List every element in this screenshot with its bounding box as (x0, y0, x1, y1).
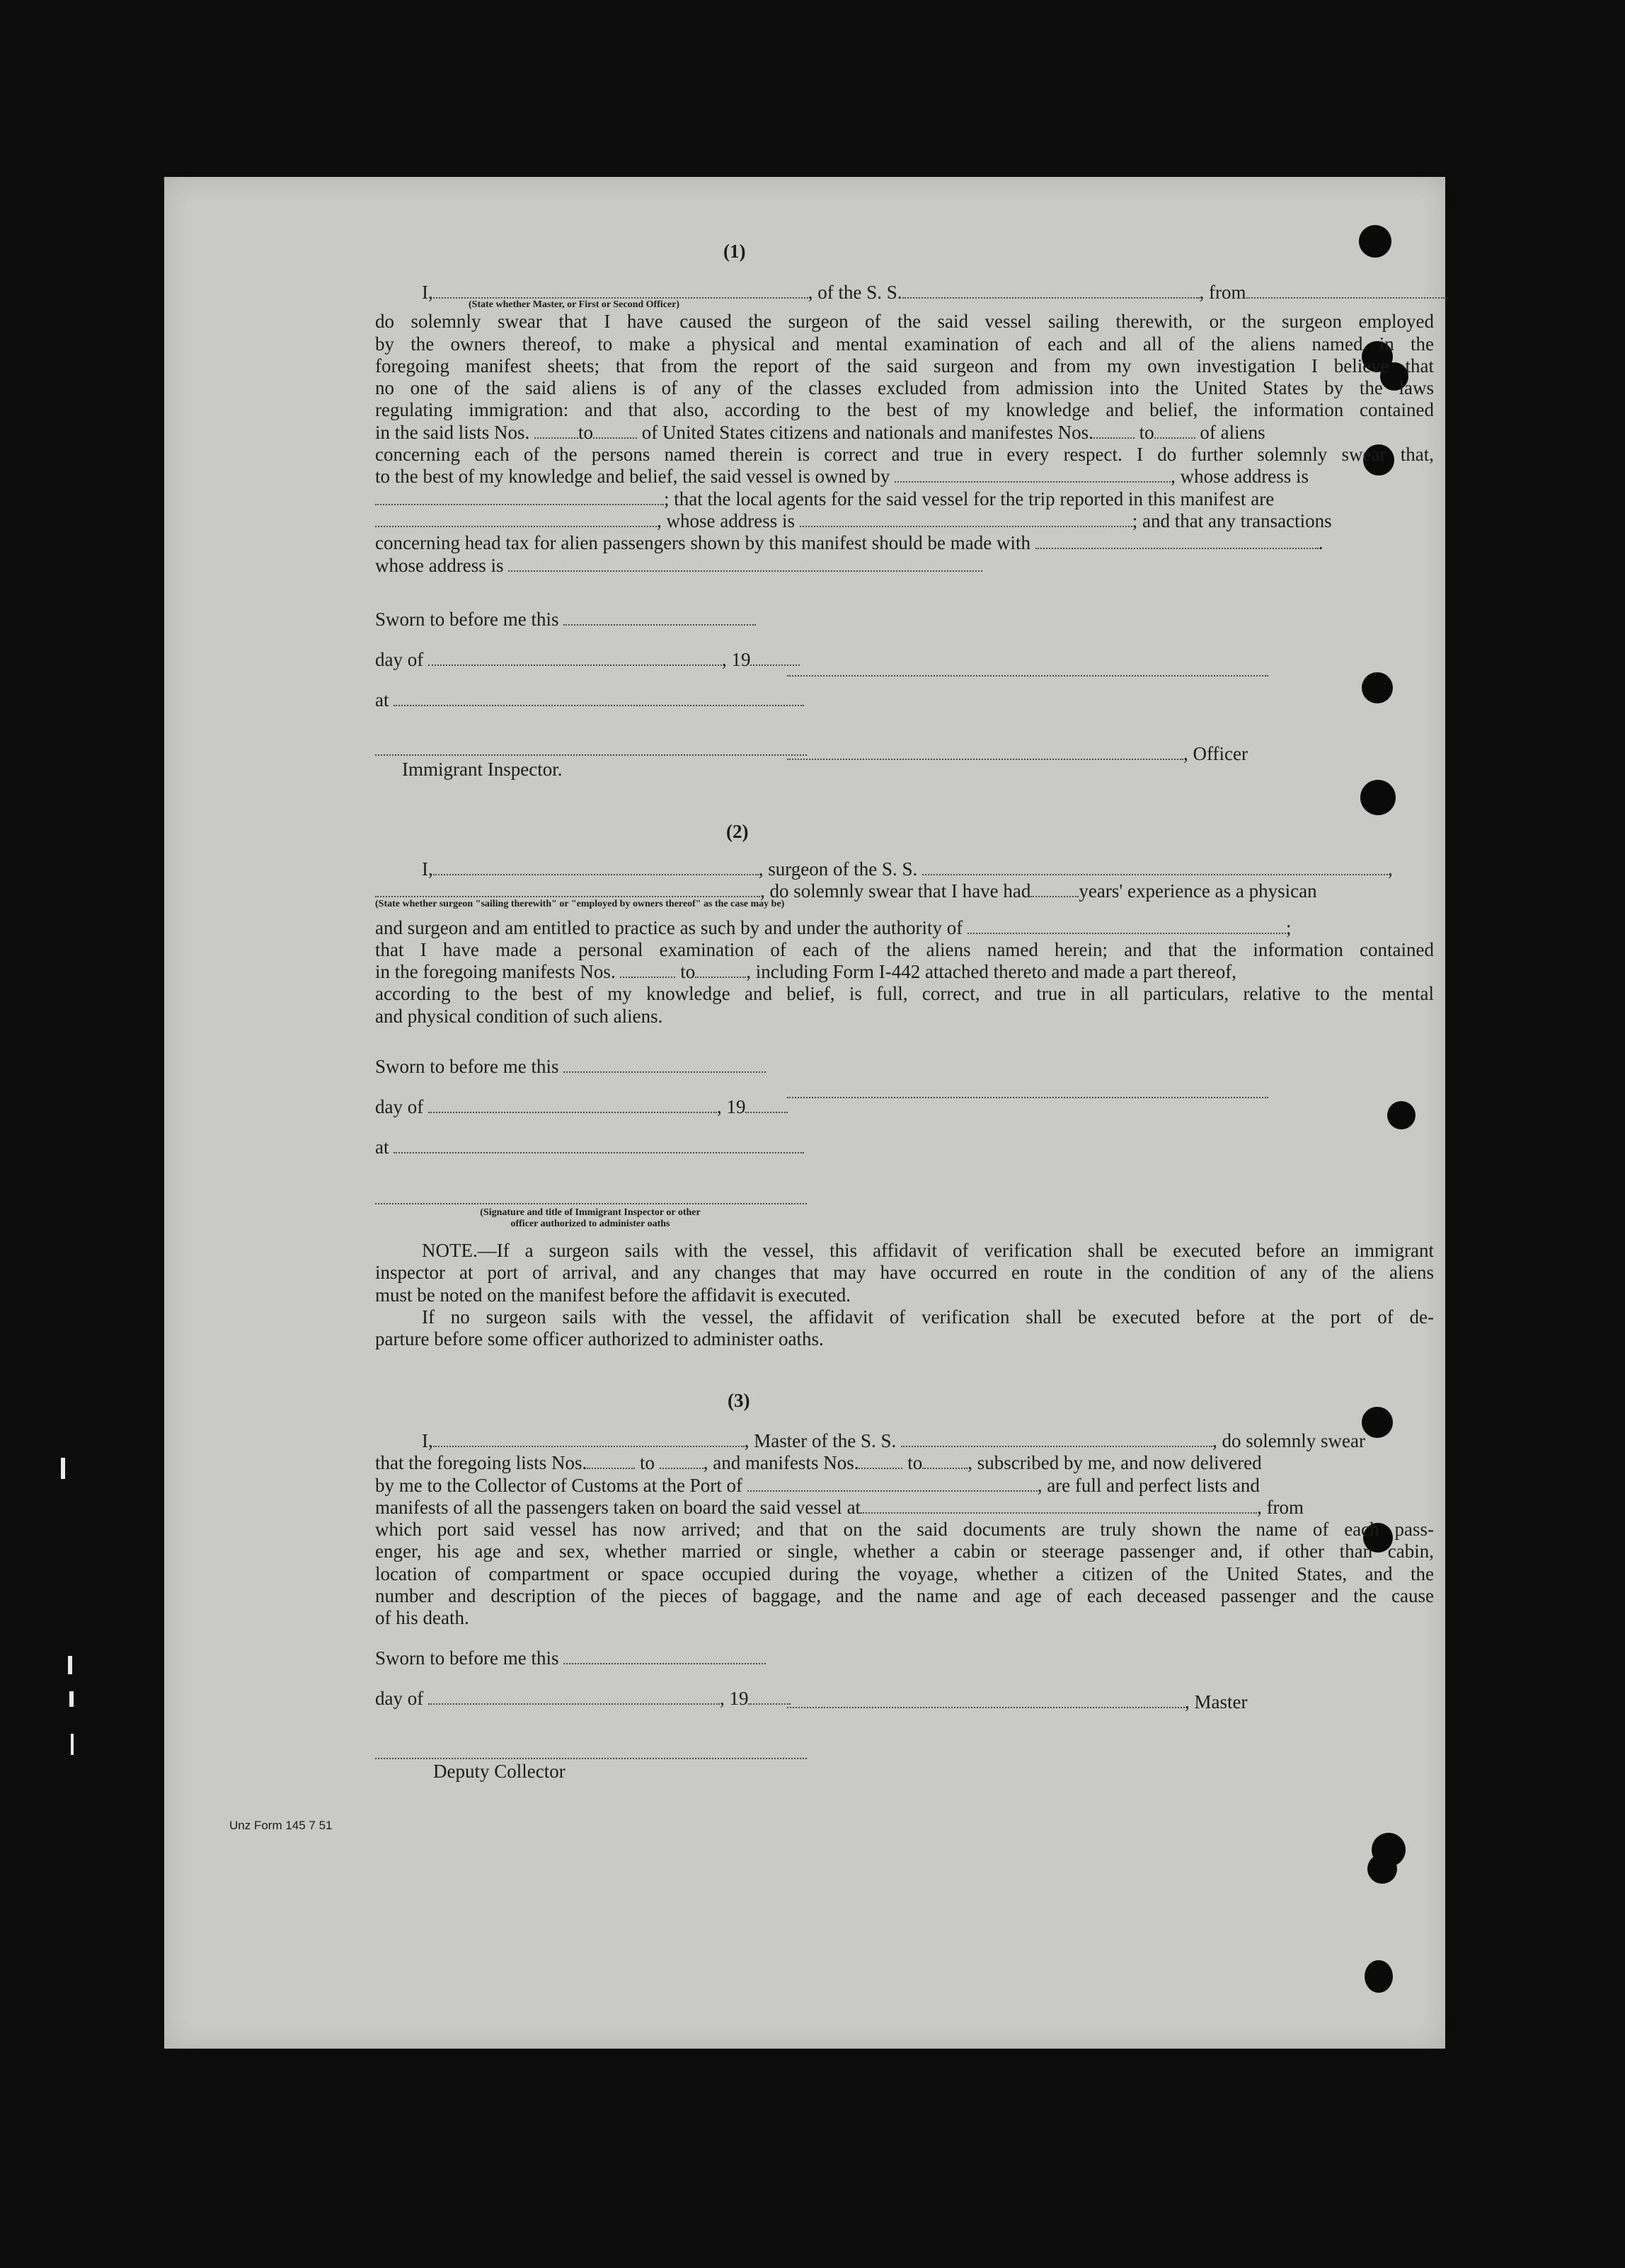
collector-signature-line (375, 1756, 807, 1759)
scan-artifact (69, 1691, 74, 1707)
section-1-whose-line: , whose address is ; and that any transactions (375, 510, 1434, 532)
section-1-body-line: by the owners thereof, to make a physical and mental examination of each and all of the aliens named in the (375, 333, 1434, 355)
day-of-label-1: day of , 19 (375, 649, 800, 671)
section-1-address-line: whose address is (375, 555, 1434, 577)
inspector-signature-line (375, 1202, 807, 1204)
form-number: Unz Form 145 7 51 (229, 1819, 333, 1832)
note-paragraph: NOTE.—If a surgeon sails with the vessel, this affidavit of verification shall be executed before an immigrant inspector at port of arrival, and any changes that may have occurred en route in the condition of any of the aliens must be noted on the manifest before the affidavit is executed. If no surgeon sails with the vessel, the affidavit of verification shall be executed before at the port of de- parture before some officer authorized to administer oaths. (375, 1240, 1434, 1350)
section-1-line-1: I, , of the S. S. , from . (422, 282, 1449, 303)
master-officer-label: (State whether Master, or First or Second Officer) (469, 299, 680, 311)
punch-hole (1360, 780, 1396, 815)
section-1-agents-line: ; that the local agents for the said vessel for the trip reported in this manifest are (375, 488, 1434, 510)
signature-line (787, 674, 1268, 677)
deputy-collector-label: Deputy Collector (433, 1761, 565, 1782)
section-3-text: I, , Master of the S. S. , do solemnly swear that the foregoing lists Nos. to , and manifests Nos. to , subscribed by me, and now delivered by me to the Collector of Customs at the Port of , are full and perfect lists and manifests of all the passengers taken on board the said vessel at , from which port said vessel has now arrived; and that on the said documents are truly shown the name of each pass- enger, his age and sex, whether married or single, whether a cabin or steerage passenger and, if other than cabin, location of compartment or space occupied during the voyage, whether a citizen of the United States, and the number and description of the pieces of baggage, and the name and age of each deceased passenger and the cause of his death. (375, 1430, 1434, 1629)
section-1-body-line: no one of the said aliens is of any of the classes excluded from admission into the United States by the laws (375, 377, 1434, 399)
signature-title-label: (Signature and title of Immigrant Inspector or other officer authorized to administer oaths (480, 1207, 701, 1229)
signature-line (787, 1095, 1268, 1098)
sworn-label-1: Sworn to before me this (375, 609, 756, 631)
punch-hole (1365, 1960, 1393, 1993)
section-1-body-line: concerning each of the persons named therein is correct and true in every respect. I do further solemnly swear that, (375, 444, 1434, 466)
section-1-body-line: do solemnly swear that I have caused the surgeon of the said vessel sailing therewith, or the surgeon employed (375, 311, 1434, 333)
at-label-2: at (375, 1136, 804, 1158)
scan-artifact (68, 1656, 72, 1674)
section-1-owned-line: to the best of my knowledge and belief, the said vessel is owned by , whose address is (375, 466, 1309, 488)
sworn-label-3: Sworn to before me this (375, 1647, 766, 1669)
section-1-body-line: foregoing manifest sheets; that from the report of the said surgeon and from my own investigation I believe that (375, 355, 1434, 376)
day-of-label-3: day of , 19 (375, 1688, 791, 1710)
sworn-label-2: Sworn to before me this (375, 1056, 766, 1078)
punch-hole (1362, 672, 1393, 703)
section-1-headtax-line: concerning head tax for alien passengers shown by this manifest should be made with . (375, 532, 1323, 554)
at-label-1: at (375, 689, 804, 711)
master-line: , Master (787, 1691, 1247, 1713)
section-2-text: I, , surgeon of the S. S. , , do solemnly swear that I have had years' experience as a physican (State whether surgeon "sailing therewith" or "employed by owners thereof" as the case may be) and surgeon and am entitled to practice as such by and under the authority of ; that I have made a personal examination of each of the aliens named herein; and that the information contained in the foregoing manifests Nos. to , including Form I-442 attached thereto and made a part thereof, according to the best of my knowledge and belief, is full, correct, and true in all particulars, relative to the mental and physical condition of such aliens. (375, 858, 1434, 1027)
section-2-number: (2) (726, 821, 749, 842)
form-page (164, 177, 1449, 2049)
day-of-label-2: day of , 19 (375, 1096, 788, 1118)
punch-hole (1387, 1101, 1416, 1129)
officer-line: , Officer (787, 743, 1248, 765)
section-1-number: (1) (723, 241, 746, 262)
immigrant-inspector-label: Immigrant Inspector. (402, 759, 563, 780)
scan-artifact (61, 1458, 65, 1479)
surgeon-label: (State whether surgeon "sailing therewith" or "employed by owners thereof" as the case may be) (375, 898, 785, 909)
inspector-signature-line (375, 753, 807, 756)
punch-hole (1367, 1854, 1397, 1884)
scan-artifact (71, 1734, 74, 1755)
section-1-text (375, 282, 1449, 577)
section-3-number: (3) (728, 1390, 750, 1411)
section-1-body-line: regulating immigration: and that also, according to the best of my knowledge and belief, the information contained (375, 399, 1434, 421)
punch-hole (1359, 225, 1391, 258)
section-1-lists-line: in the said lists Nos. to of United States citizens and nationals and manifestes Nos. to of aliens (375, 421, 1265, 443)
